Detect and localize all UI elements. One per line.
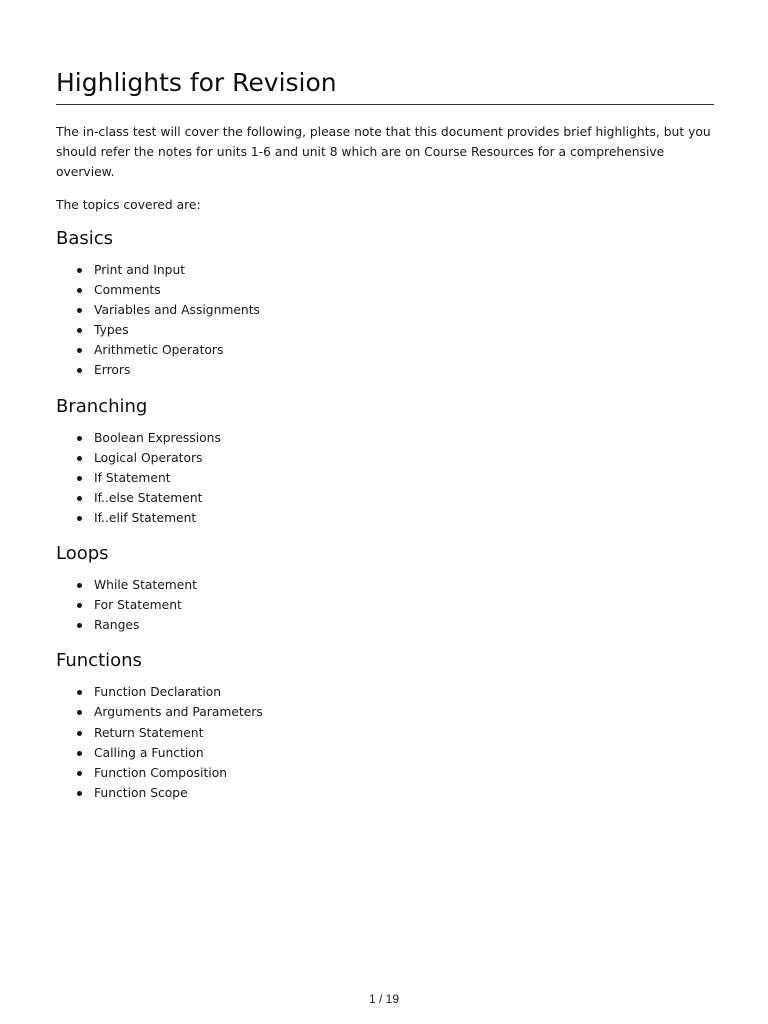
bullet-icon [77, 710, 82, 715]
list-item-text: Logical Operators [94, 450, 203, 465]
bullet-icon [77, 751, 82, 756]
intro-paragraph: The in-class test will cover the following, please note that this document provides brief highlights, but you should refer the notes for units 1-6 and unit 8 which are on Course Resources for a comprehensive overview. [56, 125, 711, 179]
loops-list [56, 575, 714, 635]
list-item [56, 280, 714, 300]
bullet-icon [77, 771, 82, 776]
list-item [56, 763, 714, 783]
list-item-text: If..elif Statement [94, 510, 197, 525]
bullet-icon [77, 731, 82, 736]
list-item-text: Errors [94, 363, 131, 378]
document-page [56, 66, 714, 803]
list-item-text: Function Declaration [94, 685, 222, 700]
basics-list [56, 260, 714, 381]
bullet-icon [77, 328, 82, 333]
list-item-text: Arguments and Parameters [94, 705, 263, 720]
list-item [56, 428, 714, 448]
bullet-icon [77, 436, 82, 441]
list-item [56, 783, 714, 803]
list-item [56, 595, 714, 615]
list-item [56, 260, 714, 280]
list-item-text: Variables and Assignments [94, 303, 260, 318]
section-heading-basics: Basics [56, 228, 114, 249]
list-item [56, 340, 714, 360]
section-basics [56, 226, 714, 381]
list-item-text: Return Statement [94, 725, 204, 740]
section-heading-branching: Branching [56, 395, 148, 417]
section-heading-functions: Functions [56, 650, 142, 672]
section-branching [56, 394, 714, 528]
list-item-text: Calling a Function [94, 745, 204, 760]
list-item-text: Arithmetic Operators [94, 343, 224, 358]
list-item [56, 300, 714, 320]
list-item-text: If Statement [94, 470, 171, 485]
bullet-icon [77, 623, 82, 628]
bullet-icon [77, 603, 82, 608]
list-item-text: Ranges [94, 618, 140, 633]
bullet-icon [77, 348, 82, 353]
bullet-icon [77, 456, 82, 461]
list-item-text: Print and Input [94, 263, 186, 277]
list-item-text: Function Scope [94, 785, 188, 800]
bullet-icon [77, 368, 82, 373]
section-heading-loops: Loops [56, 543, 109, 565]
list-item [56, 702, 714, 722]
bullet-icon [77, 268, 82, 273]
list-item-text: Boolean Expressions [94, 430, 221, 445]
bullet-icon [77, 583, 82, 588]
list-item-text: Function Composition [94, 765, 228, 780]
topics-line: The topics covered are: [56, 198, 201, 212]
list-item [56, 615, 714, 635]
bullet-icon [77, 288, 82, 293]
section-functions [56, 648, 714, 803]
bullet-icon [77, 791, 82, 796]
list-item [56, 508, 714, 528]
list-item [56, 360, 714, 380]
list-item [56, 682, 714, 702]
list-item [56, 723, 714, 743]
functions-list [56, 682, 714, 803]
bullet-icon [77, 496, 82, 501]
bullet-icon [77, 476, 82, 481]
list-item [56, 468, 714, 488]
list-item-text: If..else Statement [94, 490, 203, 505]
list-item [56, 488, 714, 508]
list-item-text: Comments [94, 283, 161, 298]
list-item-text: While Statement [94, 578, 197, 593]
list-item [56, 448, 714, 468]
page-indicator: 1 / 19 [368, 992, 400, 1006]
list-item-text: For Statement [94, 598, 182, 613]
list-item [56, 575, 714, 595]
list-item [56, 320, 714, 340]
page-title: Highlights for Revision [56, 66, 714, 105]
branching-list [56, 428, 714, 528]
list-item-text: Types [94, 323, 129, 338]
bullet-icon [77, 690, 82, 695]
bullet-icon [77, 308, 82, 313]
list-item [56, 743, 714, 763]
bullet-icon [77, 516, 82, 521]
section-loops [56, 541, 714, 635]
